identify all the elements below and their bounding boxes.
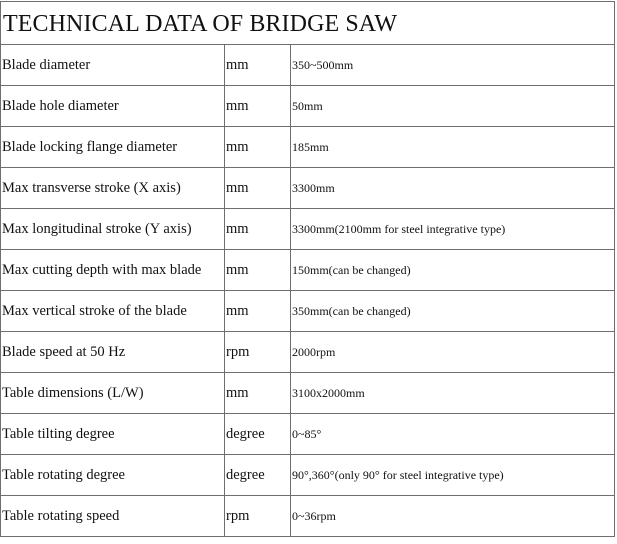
technical-data-table <box>0 1 615 537</box>
parameter-cell: Max transverse stroke (X axis) <box>1 168 225 209</box>
parameter-cell: Max cutting depth with max blade <box>1 250 225 291</box>
table-row <box>1 127 615 168</box>
value-cell: 0~85° <box>291 414 615 455</box>
parameter-cell: Table dimensions (L/W) <box>1 373 225 414</box>
unit-cell: mm <box>225 45 291 86</box>
table-row <box>1 209 615 250</box>
value-cell: 185mm <box>291 127 615 168</box>
table-row <box>1 86 615 127</box>
table-row <box>1 414 615 455</box>
value-cell: 50mm <box>291 86 615 127</box>
table-row <box>1 496 615 537</box>
unit-cell: rpm <box>225 496 291 537</box>
unit-cell: mm <box>225 291 291 332</box>
table-row <box>1 168 615 209</box>
value-cell: 3300mm <box>291 168 615 209</box>
unit-cell: mm <box>225 127 291 168</box>
unit-cell: degree <box>225 414 291 455</box>
table-row <box>1 45 615 86</box>
unit-cell: mm <box>225 209 291 250</box>
parameter-cell: Blade locking flange diameter <box>1 127 225 168</box>
value-cell: 3300mm(2100mm for steel integrative type) <box>291 209 615 250</box>
parameter-cell: Table rotating degree <box>1 455 225 496</box>
unit-cell: mm <box>225 373 291 414</box>
table-row <box>1 291 615 332</box>
parameter-cell: Max longitudinal stroke (Y axis) <box>1 209 225 250</box>
unit-cell: mm <box>225 250 291 291</box>
parameter-cell: Max vertical stroke of the blade <box>1 291 225 332</box>
value-cell: 3100x2000mm <box>291 373 615 414</box>
table-row <box>1 373 615 414</box>
unit-cell: mm <box>225 168 291 209</box>
parameter-cell: Blade diameter <box>1 45 225 86</box>
value-cell: 350~500mm <box>291 45 615 86</box>
value-cell: 0~36rpm <box>291 496 615 537</box>
value-cell: 2000rpm <box>291 332 615 373</box>
table-title-row <box>1 2 615 45</box>
unit-cell: mm <box>225 86 291 127</box>
parameter-cell: Table rotating speed <box>1 496 225 537</box>
value-cell: 350mm(can be changed) <box>291 291 615 332</box>
unit-cell: rpm <box>225 332 291 373</box>
unit-cell: degree <box>225 455 291 496</box>
table-row <box>1 250 615 291</box>
value-cell: 150mm(can be changed) <box>291 250 615 291</box>
parameter-cell: Blade hole diameter <box>1 86 225 127</box>
table-row <box>1 455 615 496</box>
parameter-cell: Table tilting degree <box>1 414 225 455</box>
parameter-cell: Blade speed at 50 Hz <box>1 332 225 373</box>
value-cell: 90°,360°(only 90° for steel integrative type) <box>291 455 615 496</box>
table-title: TECHNICAL DATA OF BRIDGE SAW <box>1 2 615 45</box>
table-row <box>1 332 615 373</box>
